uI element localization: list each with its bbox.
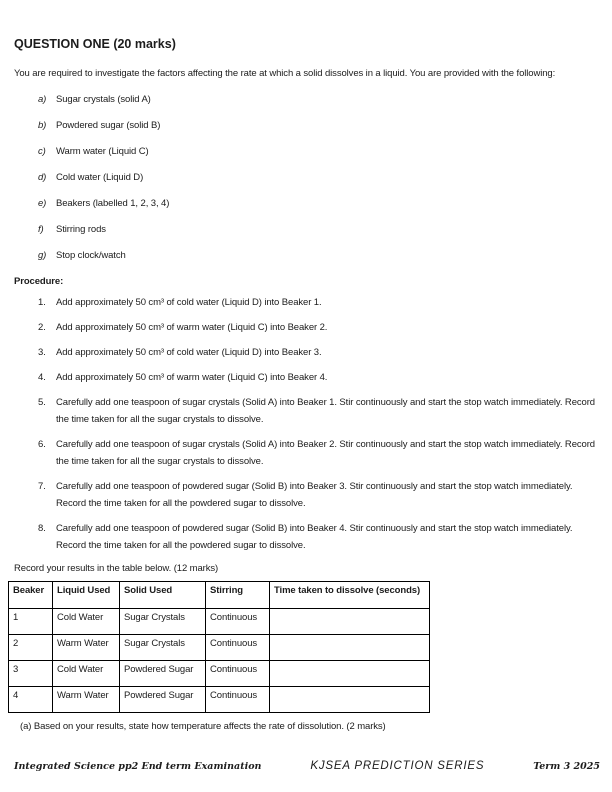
step-number: 6. (38, 439, 46, 450)
materials-item-letter: b) (38, 120, 47, 131)
cell-time-taken (270, 635, 430, 661)
table-row (9, 635, 430, 661)
materials-item-text: Stirring rods (56, 224, 106, 235)
cell-beaker: 3 (9, 661, 53, 687)
materials-item-letter: d) (38, 172, 47, 183)
results-table-header-row (9, 582, 430, 609)
procedure-step (14, 394, 602, 428)
materials-list-item (14, 119, 602, 132)
materials-item-text: Beakers (labelled 1, 2, 3, 4) (56, 198, 170, 209)
cell-liquid-used: Cold Water (53, 661, 120, 687)
table-row (9, 687, 430, 713)
step-text: Carefully add one teaspoon of sugar crystals (Solid A) into Beaker 1. Stir continuously and start the stop watch immediately. Record the time taken for all the sugar crystals to dissolve. (56, 397, 595, 425)
materials-item-letter: g) (38, 250, 47, 261)
cell-solid-used: Sugar Crystals (120, 635, 206, 661)
record-note: Record your results in the table below. (12 marks) (14, 563, 219, 574)
step-number: 7. (38, 481, 46, 492)
cell-time-taken (270, 609, 430, 635)
materials-item-text: Cold water (Liquid D) (56, 172, 144, 183)
cell-liquid-used: Cold Water (53, 609, 120, 635)
step-text: Carefully add one teaspoon of powdered sugar (Solid B) into Beaker 3. Stir continuously and start the stop watch immediately. Record the time taken for all the powdered sugar to dissolve. (56, 481, 573, 509)
procedure-step (14, 294, 602, 311)
procedure-step (14, 369, 602, 386)
step-number: 3. (38, 347, 46, 358)
question-title: QUESTION ONE (20 marks) (14, 37, 176, 51)
results-table (8, 581, 430, 713)
materials-item-text: Sugar crystals (solid A) (56, 94, 151, 105)
materials-item-text: Warm water (Liquid C) (56, 146, 149, 157)
column-header: Time taken to dissolve (seconds) (270, 582, 430, 609)
page-footer (14, 760, 600, 772)
materials-list-item (14, 223, 602, 236)
step-text: Add approximately 50 cm³ of cold water (Liquid D) into Beaker 1. (56, 297, 322, 308)
cell-time-taken (270, 687, 430, 713)
footer-exam-title: Integrated Science pp2 End term Examination (14, 761, 262, 772)
question-a: (a) Based on your results, state how temperature affects the rate of dissolution. (2 marks) (20, 721, 386, 732)
step-text: Add approximately 50 cm³ of warm water (Liquid C) into Beaker 2. (56, 322, 328, 333)
cell-beaker: 2 (9, 635, 53, 661)
materials-item-letter: e) (38, 198, 47, 209)
materials-list (14, 93, 602, 262)
table-row (9, 609, 430, 635)
column-header: Liquid Used (53, 582, 120, 609)
procedure-step (14, 344, 602, 361)
column-header: Solid Used (120, 582, 206, 609)
procedure-step (14, 436, 602, 470)
step-text: Add approximately 50 cm³ of warm water (Liquid C) into Beaker 4. (56, 372, 328, 383)
materials-item-letter: a) (38, 94, 47, 105)
procedure-steps (14, 294, 602, 554)
step-number: 1. (38, 297, 46, 308)
cell-beaker: 4 (9, 687, 53, 713)
cell-stirring: Continuous (206, 661, 270, 687)
cell-solid-used: Sugar Crystals (120, 609, 206, 635)
intro-paragraph: You are required to investigate the factors affecting the rate at which a solid dissolves in a liquid. You are provided with the following: (14, 68, 556, 79)
step-number: 8. (38, 523, 46, 534)
materials-list-item (14, 249, 602, 262)
column-header: Beaker (9, 582, 53, 609)
footer-term: Term 3 2025 (533, 761, 600, 772)
materials-item-letter: c) (38, 146, 46, 157)
procedure-step (14, 478, 602, 512)
column-header: Stirring (206, 582, 270, 609)
cell-solid-used: Powdered Sugar (120, 687, 206, 713)
cell-stirring: Continuous (206, 609, 270, 635)
footer-series-title: KJSEA PREDICTION SERIES (310, 760, 485, 772)
materials-item-text: Stop clock/watch (56, 250, 126, 261)
step-number: 4. (38, 372, 46, 383)
procedure-heading: Procedure: (14, 276, 64, 287)
cell-liquid-used: Warm Water (53, 635, 120, 661)
step-number: 5. (38, 397, 46, 408)
cell-stirring: Continuous (206, 635, 270, 661)
step-text: Carefully add one teaspoon of powdered sugar (Solid B) into Beaker 4. Stir continuously and start the stop watch immediately. Record the time taken for all the powdered sugar to dissolve. (56, 523, 573, 551)
step-text: Add approximately 50 cm³ of cold water (Liquid D) into Beaker 3. (56, 347, 322, 358)
cell-time-taken (270, 661, 430, 687)
cell-liquid-used: Warm Water (53, 687, 120, 713)
procedure-step (14, 319, 602, 336)
procedure-step (14, 520, 602, 554)
cell-beaker: 1 (9, 609, 53, 635)
cell-stirring: Continuous (206, 687, 270, 713)
materials-item-text: Powdered sugar (solid B) (56, 120, 161, 131)
materials-list-item (14, 145, 602, 158)
step-text: Carefully add one teaspoon of sugar crystals (Solid A) into Beaker 2. Stir continuously and start the stop watch immediately. Record the time taken for all the sugar crystals to dissolve. (56, 439, 595, 467)
materials-list-item (14, 171, 602, 184)
materials-list-item (14, 93, 602, 106)
step-number: 2. (38, 322, 46, 333)
materials-item-letter: f) (38, 224, 44, 235)
table-row (9, 661, 430, 687)
materials-list-item (14, 197, 602, 210)
cell-solid-used: Powdered Sugar (120, 661, 206, 687)
